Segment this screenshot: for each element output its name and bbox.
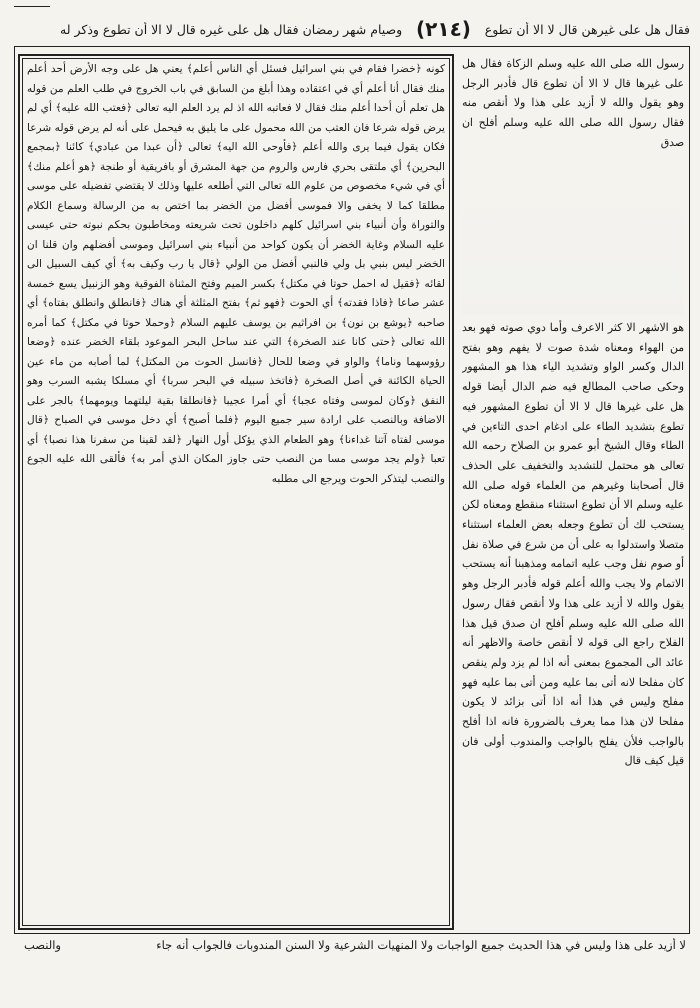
header-text-left: وصيام شهر رمضان فقال هل على غيره قال لا الا أن تطوع وذكر له: [60, 21, 403, 37]
page-footer: [24, 938, 686, 964]
page-number: (٢١٤): [416, 17, 471, 41]
main-commentary-text: كونه ﴿خضرا فقام في بني اسرائيل فسئل أي الناس أعلم﴾ يعني هل على وجه الأرض أحد أعلم منك فقال أنا أعلم أي في اعتقاده وهذا أبلغ من السابق في باب الخروج في طلب العلم من قوله هل تعلم أن أحدا أعلم منك فقال لا فعاتبه الله اذ لم يرد العلم اليه تعالى ﴿فعتب الله عليه﴾ أي لم يرض قوله شرعا فان العتب من الله محمول على ما يليق به فيحمل على أنه لم يرض قوله شرعا فكان يقول فيما يرى والله أعلم ﴿فأوحى الله اليه﴾ تعالى ﴿أن عبدا من عبادي﴾ كائنا ﴿بمجمع البحرين﴾ أي ملتقى بحري فارس والروم من جهة المشرق أو بافريقية أو طنجة ﴿هو أعلم منك﴾ أي في شيء مخصوص من علوم الله تعالى التي أطلعه عليها وذلك لا يقتضي تفضيله على موسى مطلقا كما لا يخفى والا فموسى أفضل من الخضر بما اختص به من الرسالة وسماع الكلام والتوراة وأن أنبياء بني اسرائيل كلهم داخلون تحت شريعته ومخاطبون بحكم نبوته حتى عيسى عليه السلام وغاية الخضر أن يكون كواحد من أنبياء بني اسرائيل وموسى أفضلهم وان قلنا ان الخضر ليس بنبي بل ولي فالنبي أفضل من الولي ﴿قال يا رب وكيف به﴾ أي كيف السبيل الى لقائه ﴿فقيل له احمل حوتا في مكتل﴾ بكسر الميم وفتح المثناة الفوقية وهو الزنبيل يسع خمسة عشر صاعا ﴿فاذا فقدته﴾ أي الحوت ﴿فهو ثم﴾ بفتح المثلثة أي هناك ﴿فانطلق وانطلق بفتاه﴾ أي صاحبه ﴿يوشع بن نون﴾ بن افراثيم بن يوسف عليهم السلام ﴿وحملا حوتا في مكتل﴾ كما أمره الله تعالى ﴿حتى كانا عند الصخرة﴾ التي عند ساحل البحر الموعود بلقاء الخضر عنده ﴿وضعا رؤوسهما وناما﴾ والواو في وضعا للحال ﴿فانسل الحوت من المكتل﴾ لما أصابه من ماء عين الحياة الكائنة في أصل الصخرة ﴿فاتخذ سبيله في البحر سربا﴾ أي مسلكا يشبه السرب وهو النفق ﴿وكان لموسى وفتاه عجبا﴾ أي أمرا عجيبا ﴿فانطلقا بقية ليلتهما ويومهما﴾ بالجر على الاضافة وبالنصب على ارادة سير جميع اليوم ﴿فلما أصبح﴾ أي دخل موسى في الصباح ﴿قال موسى لفتاه آتنا غداءنا﴾ وهو الطعام الذي يؤكل أول النهار ﴿لقد لقينا من سفرنا هذا نصبا﴾ أي تعبا ﴿ولم يجد موسى مسا من النصب حتى جاوز المكان الذي أمر به﴾ فألقى الله عليه الجوع والنصب ليتذكر الحوت ويرجع الى مطلبه: [27, 63, 445, 485]
margin-hadith-text: رسول الله صلى الله عليه وسلم الزكاة فقال هل على غيرها قال لا الا أن تطوع قال فأدبر الرجل وهو يقول والله لا أزيد على هذا ولا أنقص منه فقال رسول الله صلى الله عليه وسلم أفلح ان صدق: [462, 57, 684, 149]
main-commentary-box: [18, 54, 454, 930]
margin-commentary-text: هو الاشهر الا كثر الاعرف وأما دوي صوته فهو بعد من الهواء ومعناه شدة صوت لا يفهم وهو بفتح الدال وكسر الواو وتشديد الياء هذا هو المشهور وحكى صاحب المطالع فيه ضم الدال أيضا قوله هل على غيرها قال لا الا أن تطوع المشهور فيه تطوع بتشديد الطاء على ادغام احدى التاءين في الطاء وقال الشيخ أبو عمرو بن الصلاح رحمه الله تعالى هو محتمل للتشديد والتخفيف على الحذف قال أصحابنا وغيرهم من العلماء قوله صلى الله عليه وسلم الا أن تطوع استثناء منقطع ومعناه لكن يستحب لك أن تطوع وجعله بعض العلماء استثناء متصلا واستدلوا به على أن من شرع في صلاة نفل أو صوم نفل وجب عليه اتمامه ومذهبنا أنه يستحب الاتمام ولا يجب والله أعلم قوله فأدبر الرجل وهو يقول والله لا أزيد على هذا ولا أنقص فقال رسول الله صلى الله عليه وسلم أفلح ان صدق قيل هذا الفلاح راجع الى قوله لا أنقص خاصة والاظهر أنه عائد الى المجموع بمعنى أنه اذا لم يزد ولم ينقص كان مفلحا لانه أتى بما عليه ومن أتى بما عليه فهو مفلح وليس في هذا أنه اذا أتى بزائد لا يكون مفلحا لان هذا مما يعرف بالضرورة فانه اذا أفلح بالواجب فلأن يفلح بالواجب والمندوب أولى فان قيل كيف قال: [462, 321, 684, 768]
margin-column: [462, 54, 684, 924]
footer-text-right: لا أزيد على هذا وليس في هذا الحديث جميع الواجبات ولا المنهيات الشرعية ولا السنن المندوبات فالجواب أنه جاء: [156, 938, 686, 952]
header-text-right: فقال هل على غيرهن قال لا الا أن تطوع: [484, 21, 690, 37]
top-rule: [14, 6, 50, 7]
page-header: [60, 14, 690, 44]
margin-hadith-text-block: [462, 54, 684, 182]
margin-commentary-block: [462, 318, 684, 924]
footer-text-left: والنصب: [24, 938, 61, 952]
